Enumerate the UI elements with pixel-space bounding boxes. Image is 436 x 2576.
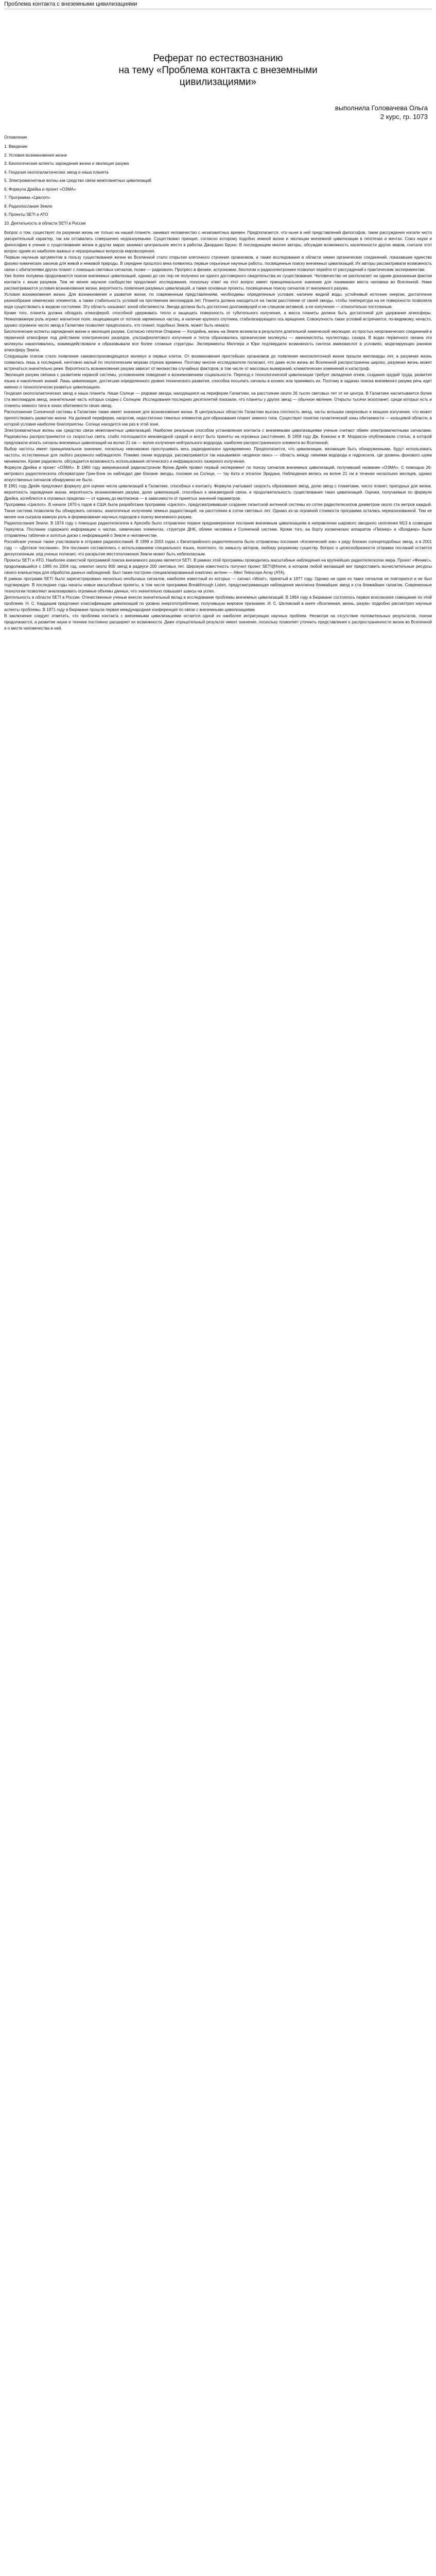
body-paragraph: Радиопослания Земли. В 1974 году с помощью радиотелескопа в Аресибо было отправлено первое преднамеренное послание внеземным цивилизациям в направлении шарового звездного скопления М13 в созвездии Геркулеса. Послание содержало информацию о числах, химических элементах, структуре ДНК, облике человека и Солнечной системе. Кроме того, на борту космических аппаратов «Пионер» и «Вояджер» были отправлены таблички и золотые диски с информацией о Земле и человечестве. [4, 521, 432, 538]
author-block [4, 104, 432, 121]
author-line: 2 курс, гр. 1073 [380, 113, 428, 121]
body-paragraph: Программа «Циклоп». В начале 1970-х годов в США была разработана программа «Циклоп», предусматривавшая создание гигантской антенной системы из сотен радиотелескопов диаметром около ста метров каждый. Такая система позволила бы обнаружить сигналы, аналогичные излучению земных радиостанций, на расстоянии в сотни световых лет. Однако из-за огромной стоимости программа осталась нереализованной. Тем не менее она сыграла важную роль в формировании научных подходов к поиску внеземного разума. [4, 502, 432, 519]
toc-item: 1. Введение [4, 144, 28, 149]
essay-title-line: цивилизациями» [179, 77, 257, 88]
body-paragraph: Формула Дрейка и проект «ОЗМА». В 1960 году американский радиоастроном Фрэнк Дрейк провел первый эксперимент по поиску сигналов внеземных цивилизаций, получивший название «ОЗМА». С помощью 26-метрового радиотелескопа обсерватории Грин-Бэнк он наблюдал две близкие звезды, похожие на Солнце, — тау Кита и эпсилон Эридана. Наблюдения велись на волне 21 см в течение нескольких месяцев, однако искусственных сигналов обнаружено не было. [4, 465, 432, 482]
body-paragraph: Первым научным аргументом в пользу существования жизни во Вселенной стало открытие клеточного строения организмов, а также исследования в области химии органических соединений, показавшие единство физико-химических законов для живой и неживой природы. В середине прошлого века появились первые серьезные научные работы, посвященные поиску внеземных цивилизаций. Их авторы рассматривали возможность связи с обитателями других планет с помощью световых сигналов, позже — радиоволн. Прогресс в физике, астрономии, биологии и радиоэлектронике позволил перейти от рассуждений к практическим экспериментам. [4, 255, 432, 272]
body-paragraph: В рамках программ SETI было зарегистрировано несколько необычных сигналов, наиболее известный из которых — сигнал «Wow!», принятый в 1977 году. Однако ни один из таких сигналов не повторился и не был подтвержден. В последние годы начаты новые масштабные проекты, в том числе программа Breakthrough Listen, предусматривающая наблюдение миллиона ближайших звезд и ста ближайших галактик. Современные технологии позволяют анализировать огромные объемы данных, что значительно повышает шансы на успех. [4, 577, 432, 594]
essay-title-line: Реферат по естествознанию [153, 53, 283, 64]
toc-item: 8. Радиопослания Земли [4, 204, 53, 209]
toc-item: 5. Электромагнитные волны как средство связи межпланетных цивилизаций [4, 178, 151, 183]
body-paragraph: Геодезия окологалактических звезд и наша планета. Наше Солнце — рядовая звезда, находящаяся на периферии Галактики, на расстоянии около 26 тысяч световых лет от ее центра. В Галактике насчитывается более ста миллиардов звезд, значительная часть которых сходна с Солнцем. Исследования последних десятилетий показали, что планеты у других звезд — обычное явление. Открыты тысячи экзопланет, среди которых есть и планеты земного типа в зонах обитаемости своих звезд. [4, 391, 432, 408]
essay-title-line: на тему «Проблема контакта с внеземными [118, 65, 318, 76]
toc-item: 7. Программа «Циклоп» [4, 195, 50, 200]
body-paragraph: Электромагнитные волны как средство связи межпланетных цивилизаций. Наиболее реальным способом установления контакта с внеземными цивилизациями ученые считают обмен электромагнитными сигналами. Радиоволны распространяются со скоростью света, слабо поглощаются межзвездной средой и могут быть приняты на огромных расстояниях. В 1959 году Дж. Коккони и Ф. Моррисон опубликовали статью, в которой предложили искать сигналы внеземных цивилизаций на волне 21 см — волне излучения нейтрального водорода, наиболее распространенного элемента во Вселенной. [4, 428, 432, 445]
body-paragraph: Уже более полувека продолжаются поиски внеземных цивилизаций, однако до сих пор не получено ни одного достоверного свидетельства их существования. Человечество не располагает ни одним доказанным фактом контакта с иным разумом. Тем не менее научное сообщество продолжает исследования, поскольку ответ на этот вопрос имеет принципиальное значение для понимания места человека во Вселенной. Ниже рассматриваются условия возникновения жизни, вероятность появления разумных цивилизаций, а также основные проекты, посвященные поиску сигналов от внеземного разума. [4, 274, 432, 291]
body-paragraph: Деятельность в области SETI в России. Отечественные ученые внесли значительный вклад в исследование проблемы внеземных цивилизаций. В 1964 году в Бюракане состоялось первое всесоюзное совещание по этой проблеме. Н. С. Кардашев предложил классификацию цивилизаций по уровню энергопотребления, получившую мировое признание. И. С. Шкловский в книге «Вселенная, жизнь, разум» подробно рассмотрел научные аспекты проблемы. В 1971 году в Бюракане прошла первая международная конференция по связи с внеземными цивилизациями. [4, 595, 432, 612]
body-paragraph: Условия возникновения жизни. Для возникновения и развития жизни, по современным представлениям, необходимы определенные условия: наличие жидкой воды, устойчивый источник энергии, достаточное разнообразие химических элементов, а также стабильность условий на протяжении миллиардов лет. Планета должна находиться на таком расстоянии от своей звезды, чтобы температура на ее поверхности позволяла воде существовать в жидком состоянии. Эту область называют зоной обитаемости. Звезда должна быть достаточно долгоживущей и не слишком активной, а ее излучение — относительно постоянным. [4, 292, 432, 309]
body-paragraph: Биологические аспекты зарождения жизни и эволюция разума. Согласно гипотезе Опарина — Холдейна, жизнь на Земле возникла в результате длительной химической эволюции: из простых неорганических соединений в первичной атмосфере под действием электрических разрядов, ультрафиолетового излучения и тепла образовались органические молекулы — аминокислоты, нуклеотиды, сахара. В водах первичного океана эти молекулы накапливались, взаимодействовали и образовывали все более сложные структуры. Эксперименты Миллера и Юри подтвердили возможность синтеза аминокислот в условиях, моделирующих раннюю атмосферу Земли. [4, 329, 432, 352]
body-paragraph: Эволюция разума связана с развитием нервной системы, усложнением поведения и возникновением социальности. Переход к технологической цивилизации требует овладения огнем, создания орудий труда, развития языка и накопления знаний. Лишь цивилизация, достигшая определенного уровня технического развития, способна посылать сигналы в космос или принимать их. Поэтому в задачах поиска внеземного разума речь идет именно о технологически развитых цивилизациях. [4, 372, 432, 389]
body-paragraph: В заключение следует отметить, что проблема контакта с внеземными цивилизациями остается одной из наиболее интригующих научных проблем. Несмотря на отсутствие положительных результатов, поиски продолжаются, а развитие науки и техники постоянно расширяет их возможности. Даже отрицательный результат имеет значение, поскольку позволяет уточнить представления о распространенности жизни во Вселенной и о месте человечества в ней. [4, 614, 432, 631]
essay-title [4, 53, 432, 88]
table-of-contents [4, 144, 432, 227]
body-paragraph: Вопрос о том, существует ли разумная жизнь не только на нашей планете, занимал человечество с незапамятных времен. Предполагается, что ныне в ней представлений философов, такие рассуждения носили чисто умозрительный характер, так как оставались совершенно недоказуемыми. Существовал принцип, согласно которому подобно земной жизни и эволюции внеземной цивилизации в гипотезах и мечтах. Союз науки и философии в учение о существование жизни в других мирах занимал центральное место в работах Джордано Бруно. В последующем многие авторы, обсуждая возможность населенности других миров, считали этот вопрос одним из наиболее важных и неразрешимых вопросов мировоззрения. [4, 230, 432, 253]
body-paragraph: В 1961 году Дрейк предложил формулу для оценки числа цивилизаций в Галактике, способных к контакту. Формула учитывает скорость образования звезд, долю звезд с планетами, число планет, пригодных для жизни, вероятность зарождения жизни, вероятность возникновения разума, долю цивилизаций, способных к межзвездной связи, и продолжительность существования таких цивилизаций. Оценки, получаемые по формуле Дрейка, колеблются в огромных пределах — от единиц до миллионов — в зависимости от принятых значений параметров. [4, 484, 432, 501]
document-top-title: Проблема контакта с внеземными цивилизациями [4, 1, 137, 7]
body-paragraph: Следующим этапом стало появление самовоспроизводящихся молекул и первых клеток. От возникновения простейших организмов до появления многоклеточной жизни прошли миллиарды лет, а разумная жизнь появилась лишь в последний, ничтожно малый по геологическим меркам отрезок времени. Поэтому многие исследователи полагают, что даже если жизнь во Вселенной распространена широко, разумная жизнь может встречаться значительно реже. Вероятность возникновения разума зависит от множества случайных факторов, в том числе от массовых вымираний, климатических изменений и катастроф. [4, 354, 432, 371]
toc-item: 10. Деятельность в области SETI в России [4, 221, 86, 226]
body-paragraph: Проекты SETI и АТО. Наиболее известной программой поиска внеземного разума является SETI. В рамках этой программы проводились масштабные наблюдения на крупнейших радиотелескопах мира. Проект «Феникс», продолжавшийся с 1995 по 2004 год, охватил около 800 звезд в радиусе 200 световых лет. Широкую известность получил проект SETI@home, в котором любой желающий мог предоставить вычислительные ресурсы своего компьютера для обработки данных наблюдений. Был также построен специализированный комплекс антенн — Allen Telescope Array (ATA). [4, 558, 432, 575]
body-paragraph: Выбор частоты имеет принципиальное значение, поскольку невозможно прослушивать весь радиодиапазон одновременно. Предполагается, что цивилизации, желающие быть обнаруженными, будут использовать частоты, естественные для любого разумного наблюдателя. Помимо линии водорода, рассматривается так называемое «водяное окно» — область между линиями водорода и гидроксила, где уровень фонового шума минимален. Кроме радиоволн, обсуждается возможность использования оптического и инфракрасного лазерного излучения. [4, 447, 432, 464]
toc-item: 3. Биологические аспекты зарождения жизни и эволюция разума [4, 161, 129, 166]
toc-item: 6. Формула Дрейка и проект «ОЗМА» [4, 187, 76, 192]
toc-item: 4. Геодезия окологалактических звезд и наша планета [4, 170, 109, 175]
body-paragraph: Кроме того, планета должна обладать атмосферой, способной удерживать тепло и защищать поверхность от губительного излучения, а масса планеты должна быть достаточной для удержания атмосферы. Немаловажную роль играют магнитное поле, защищающее от потоков заряженных частиц, и наличие крупного спутника, стабилизирующего ось вращения. Совокупность таких условий встречается, по-видимому, нечасто, однако огромное число звезд в Галактике позволяет предполагать, что планет, подобных Земле, может быть немало. [4, 311, 432, 328]
author-line: выполнила Головачева Ольга [335, 104, 428, 112]
body-paragraph: Российские ученые также участвовали в отправке радиопосланий. В 1999 и 2003 годах с Евпаторийского радиотелескопа были отправлены послания «Космический зов» к ряду близких солнцеподобных звезд, а в 2001 году — «Детское послание». Эти послания составлялись с использованием специального языка, понятного, по замыслу авторов, любому разумному существу. Вопрос о целесообразности отправки посланий остается дискуссионным: ряд ученых полагает, что раскрытие местоположения Земли может быть небезопасным. [4, 539, 432, 556]
essay-body [4, 230, 432, 632]
toc-item: 9. Проекты SETI и АТО [4, 212, 48, 217]
toc-heading: Оглавление [4, 135, 27, 140]
body-paragraph: Расположение Солнечной системы в Галактике также имеет значение для возникновения жизни. В центральных областях Галактики высока плотность звезд, часты вспышки сверхновых и мощное излучение, что может препятствовать развитию жизни. На далекой периферии, напротив, недостаточно тяжелых элементов для образования планет земного типа. Существует понятие галактической зоны обитаемости — кольцевой области, в которой условия наиболее благоприятны. Солнце находится как раз в этой зоне. [4, 410, 432, 427]
toc-item: 2. Условия возникновения жизни [4, 152, 67, 158]
